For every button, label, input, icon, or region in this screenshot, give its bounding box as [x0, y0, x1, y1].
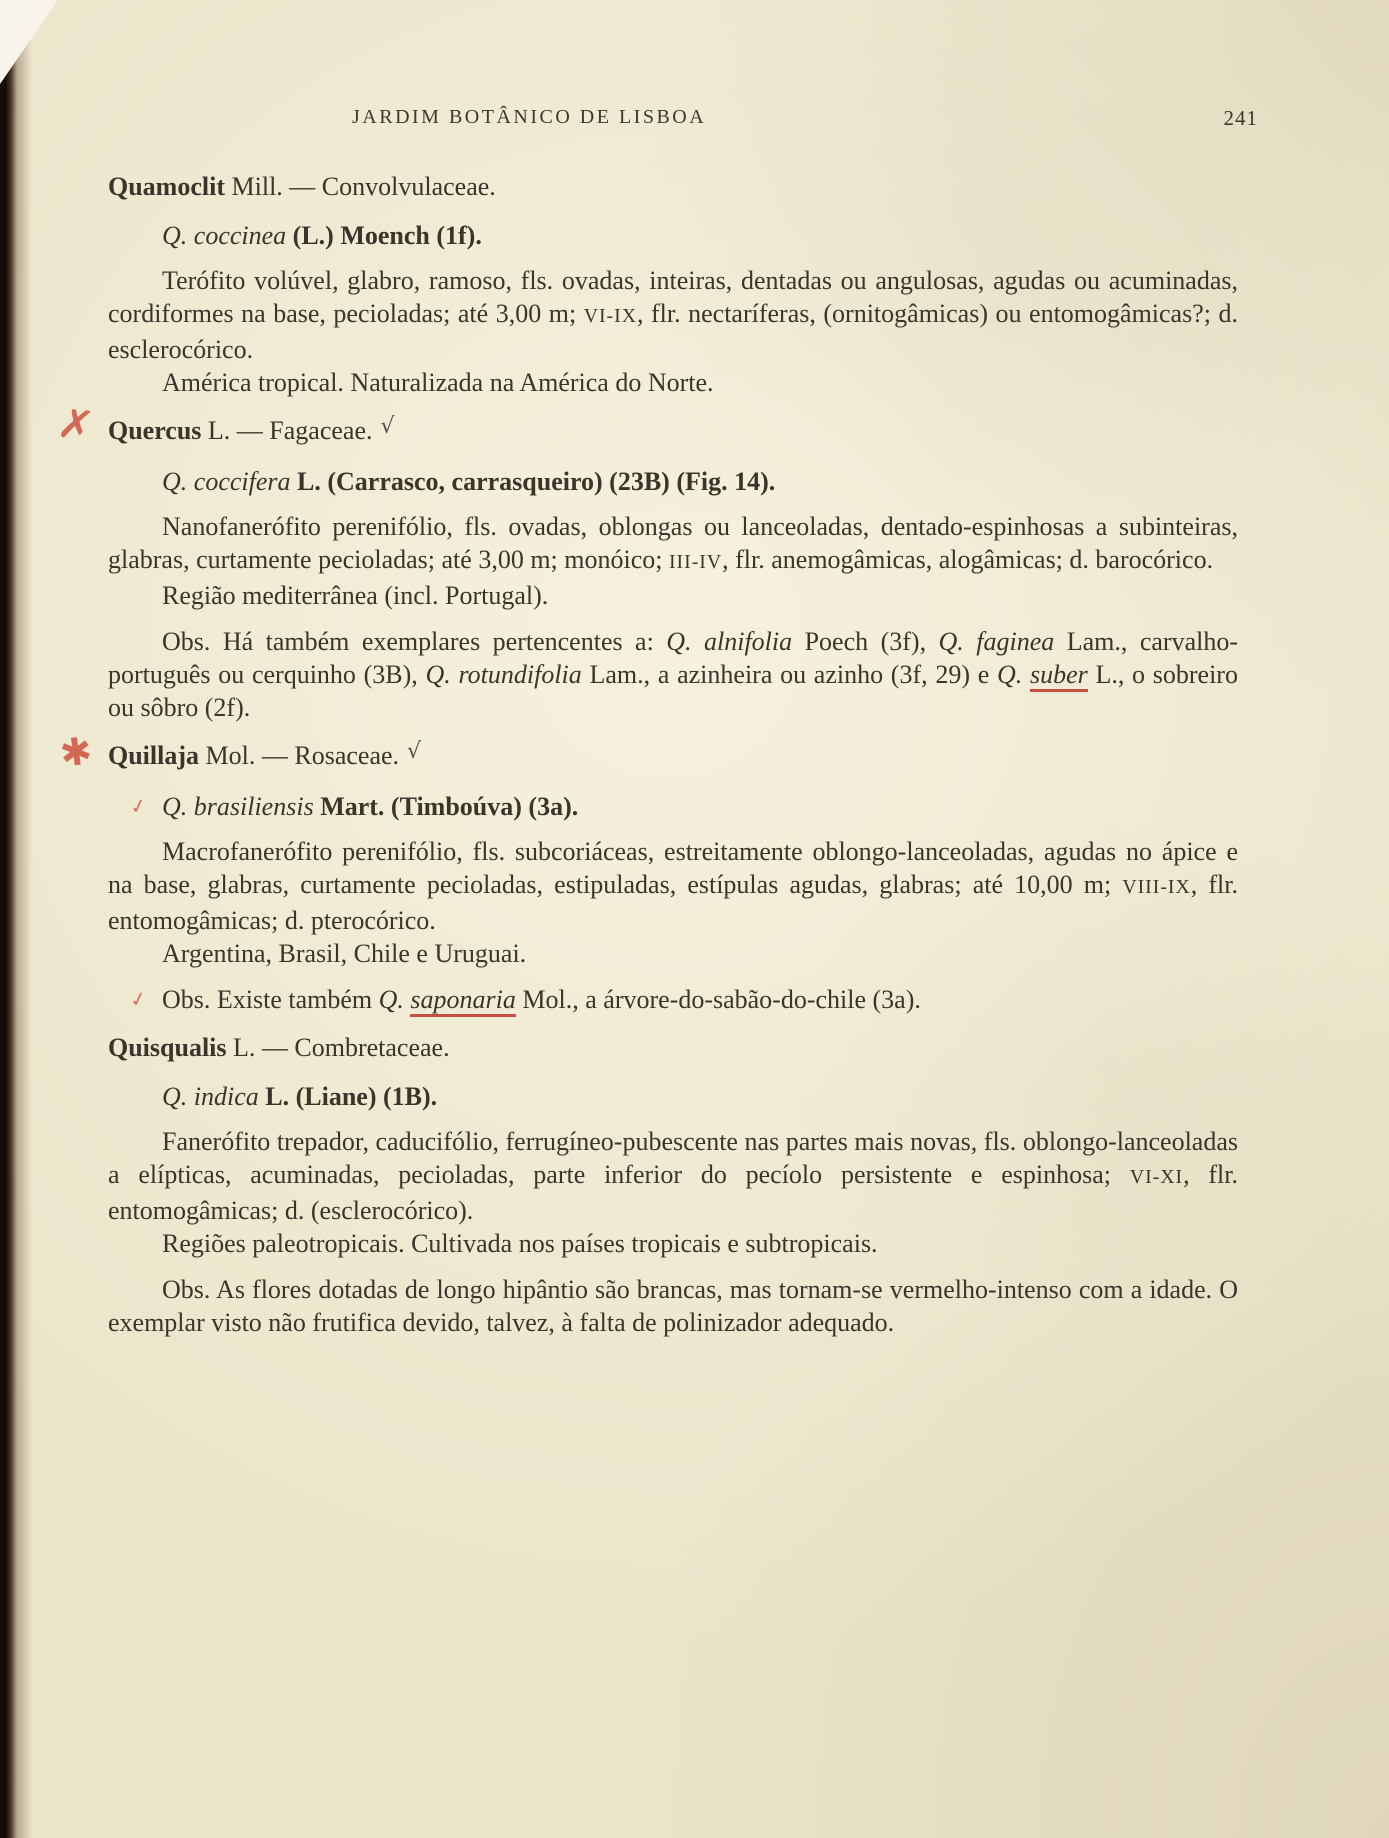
obs-row-quillaja [108, 983, 1238, 1016]
species-heading-coccinea: Q. coccinea (L.) Moench (1f). [162, 221, 482, 250]
page-number: 241 [1223, 106, 1258, 130]
handwritten-cross-mark: ✗ [54, 397, 98, 452]
obs-quillaja: Obs. Existe também Q. saponaria Mol., a árvore-do-sabão-do-chile (3a). [108, 983, 1238, 1016]
description-coccifera: Nanofanerófito perenifólio, fls. ovadas, oblongas ou lanceoladas, dentado-espinhosas a subinteiras, glabras, curtamente pecioladas; até 3,00 m; monóico; III-IV, flr. anemogâmicas, alogâmicas; d. barocórico. [108, 512, 1238, 574]
species-heading-coccifera: Q. coccifera L. (Carrasco, carrasqueiro) (23B) (Fig. 14). [162, 467, 776, 496]
distribution-coccinea: América tropical. Naturalizada na América do Norte. [162, 368, 714, 397]
genus-heading-quisqualis: Quisqualis L. — Combretaceae. [108, 1033, 450, 1062]
entry-quercus [54, 397, 1238, 724]
description-indica: Fanerófito trepador, caducifólio, ferrugíneo-pubescente nas partes mais novas, fls. oblongo-lanceoladas a elípticas, acuminadas, pecioladas, parte inferior do pecíolo persistente e espinhosa; VI-XI, flr. entomogâmicas; d. (esclerocórico). [108, 1127, 1238, 1225]
obs-quisqualis: Obs. As flores dotadas de longo hipântio são brancas, mas tornam-se vermelho-intenso com a idade. O exemplar visto não frutifica devido, talvez, à falta de polinizador adequado. [108, 1275, 1238, 1337]
handwritten-check-mark: ✓ [127, 985, 150, 1013]
genus-heading-quillaja: Quillaja Mol. — Rosaceae. √ [108, 739, 422, 770]
obs-quercus: Obs. Há também exemplares pertencentes a: Q. alnifolia Poech (3f), Q. faginea Lam., carvalho-português ou cerquinho (3B), Q. rotundifolia Lam., a azinheira ou azinho (3f, 29) e Q. suber L., o sobreiro ou sôbro (2f). [108, 627, 1238, 722]
distribution-coccifera: Região mediterrânea (incl. Portugal). [162, 581, 549, 610]
entry-quisqualis [108, 1031, 1238, 1339]
distribution-indica: Regiões paleotropicais. Cultivada nos países tropicais e subtropicais. [162, 1229, 878, 1258]
genus-heading-quercus: Quercus L. — Fagaceae. √ [108, 414, 395, 445]
page-gutter-shadow [0, 0, 34, 1838]
entry-quamoclit [108, 170, 1238, 399]
description-coccinea: Terófito volúvel, glabro, ramoso, fls. ovadas, inteiras, dentadas ou angulosas, agudas ou acuminadas, cordiformes na base, pecioladas; até 3,00 m; VI-IX, flr. nectaríferas, (ornitogâmicas) ou entomogâmicas?; d. esclerocórico. [108, 266, 1239, 364]
handwritten-asterisk-mark: ✱ [57, 727, 95, 777]
page-corner [0, 0, 58, 84]
entry-quillaja [57, 727, 1238, 1016]
description-brasiliensis: Macrofanerófito perenifólio, fls. subcoriáceas, estreitamente oblongo-lanceoladas, agudas no ápice e na base, glabras, curtamente pecioladas, estipuladas, estípulas agudas, glabras; até 10,00 m; VIII-IX, flr. entomogâmicas; d. pterocórico. [108, 837, 1238, 935]
running-header [108, 106, 1258, 138]
handwritten-check-mark: ✓ [127, 792, 150, 820]
text-block [54, 170, 1239, 1339]
page-title: JARDIM BOTÂNICO DE LISBOA [352, 106, 707, 128]
distribution-brasiliensis: Argentina, Brasil, Chile e Uruguai. [162, 939, 527, 968]
species-heading-indica: Q. indica L. (Liane) (1B). [162, 1082, 438, 1111]
species-row-brasiliensis [108, 790, 1238, 823]
species-heading-brasiliensis: Q. brasiliensis Mart. (Timboúva) (3a). [162, 792, 579, 821]
genus-heading-quamoclit: Quamoclit Mill. — Convolvulaceae. [108, 172, 496, 201]
